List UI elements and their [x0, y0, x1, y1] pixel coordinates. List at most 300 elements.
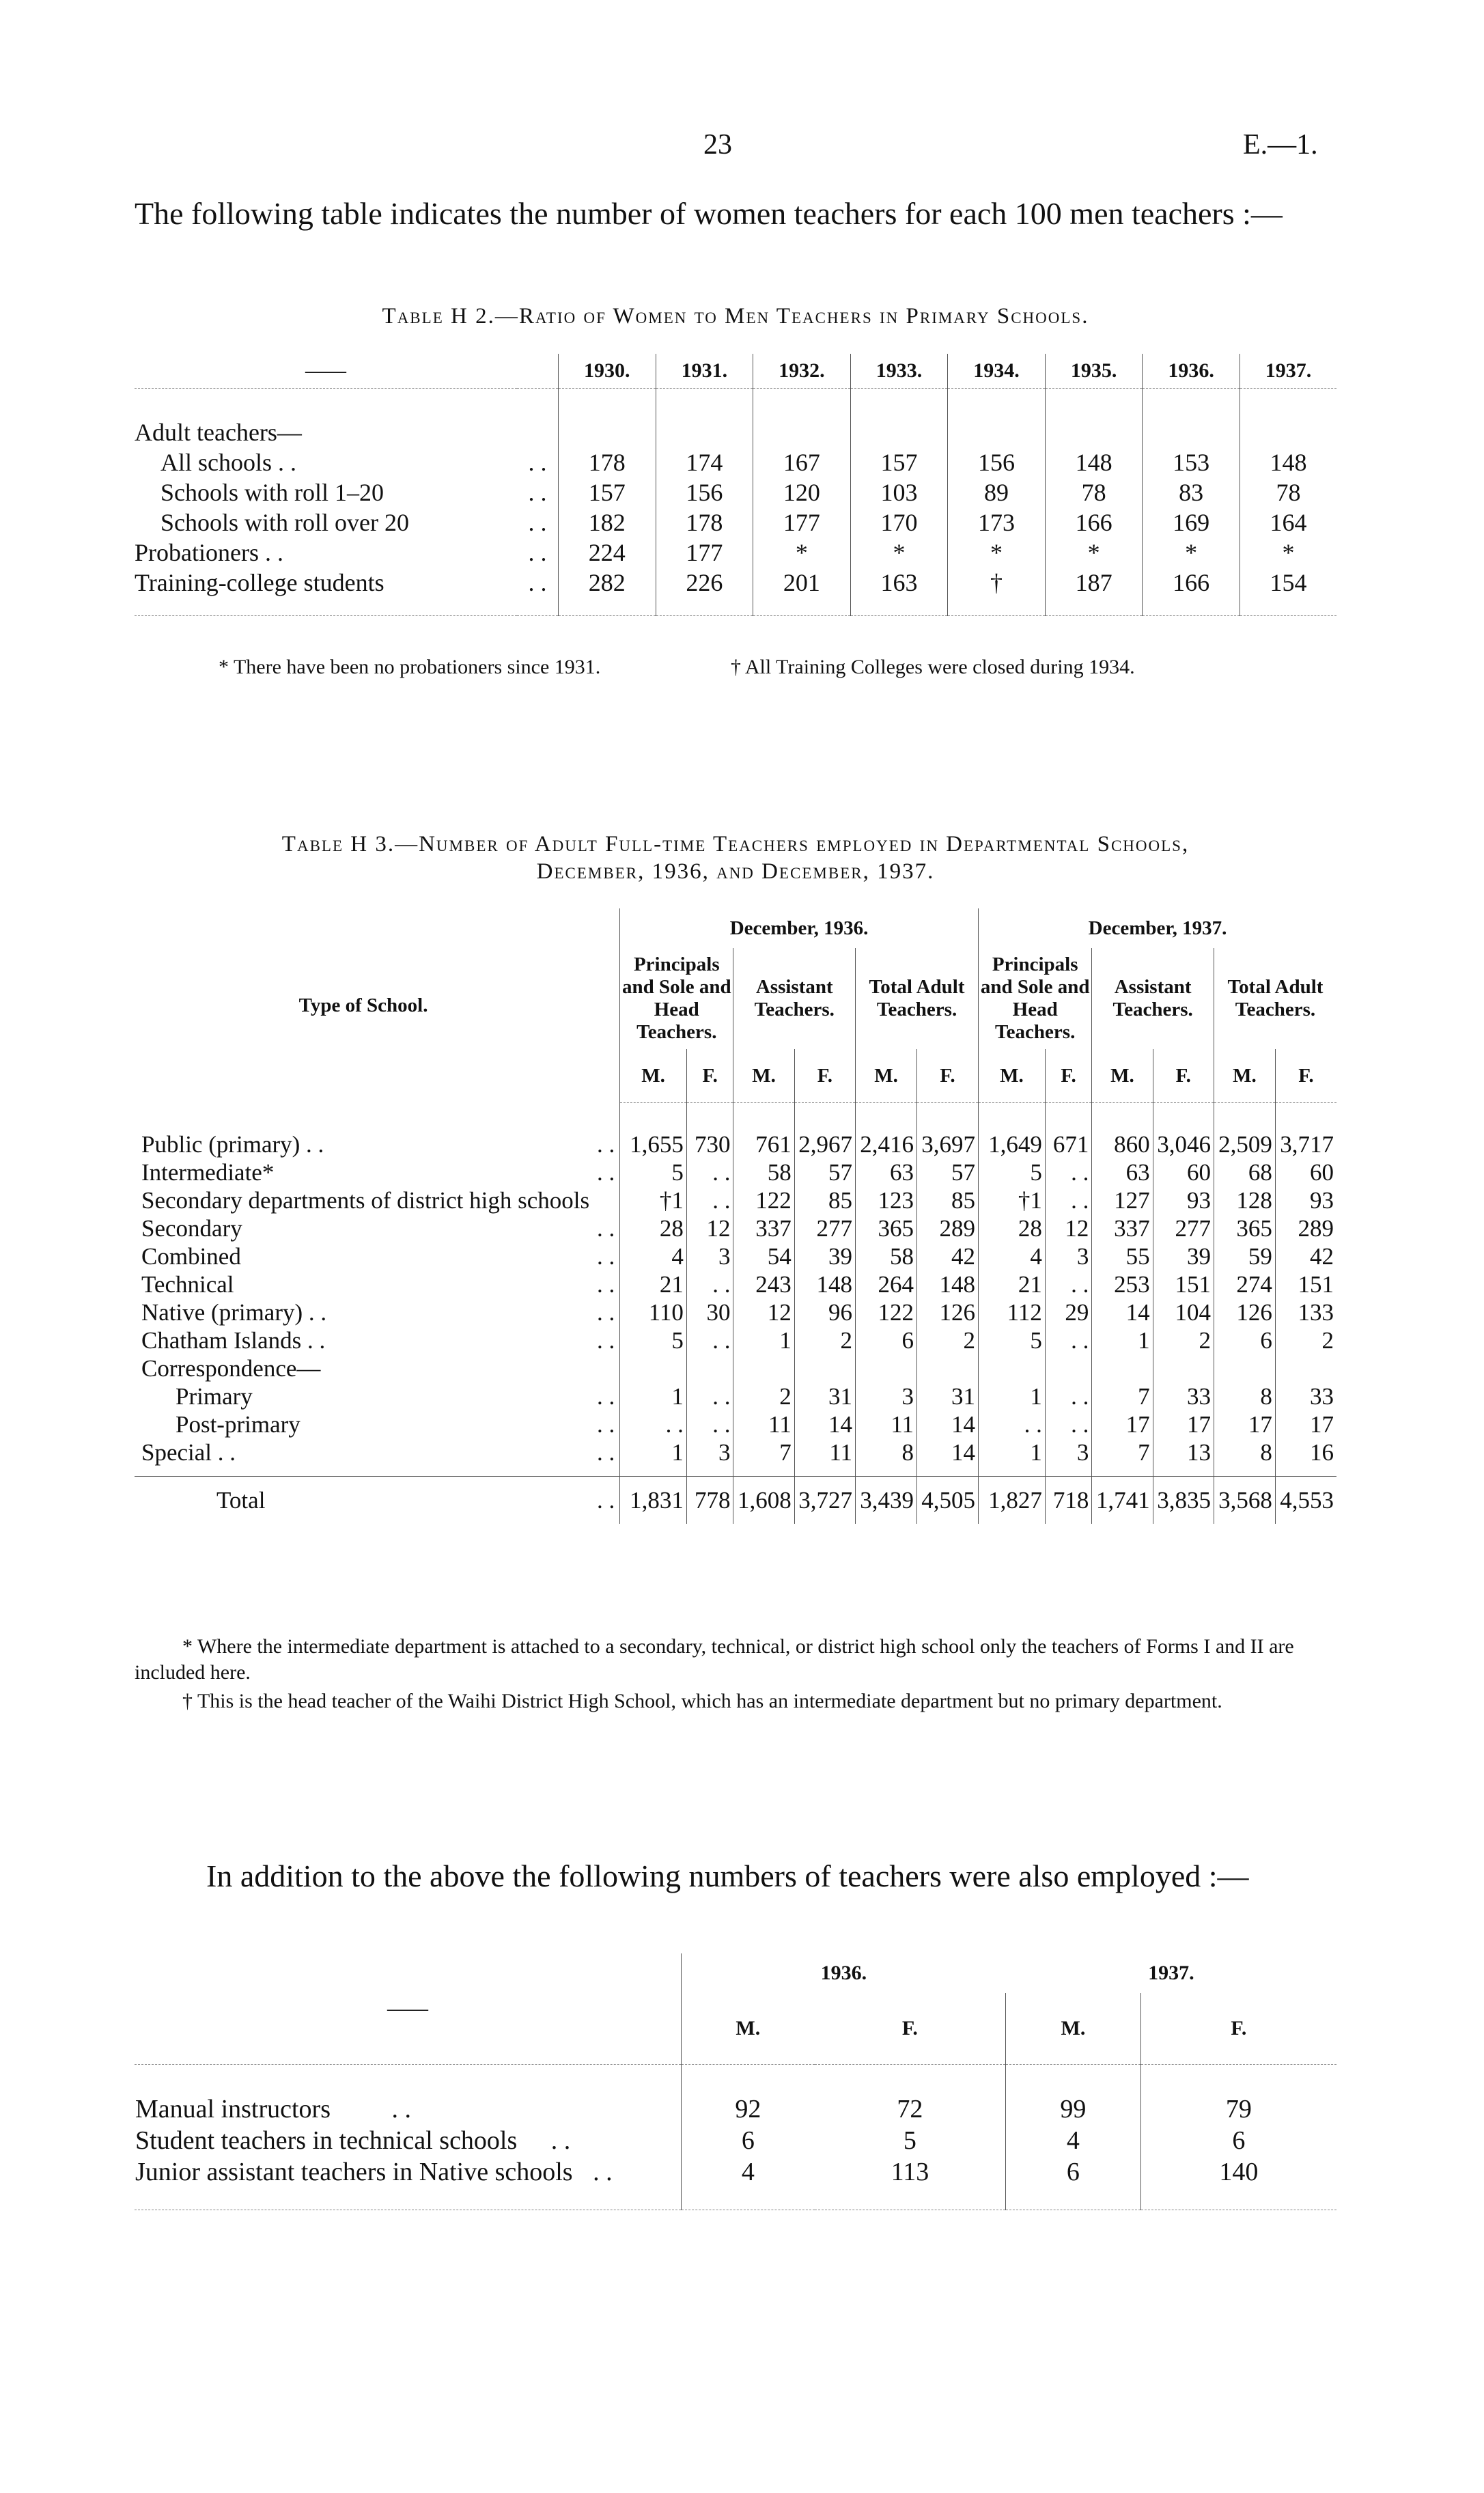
assistant-header: Assistant Teachers.: [733, 948, 856, 1049]
page-number: 23: [703, 129, 732, 161]
table-row: Training-college students . . 282 226 201 163 † 187 166 154: [135, 568, 1336, 598]
cell: 113: [891, 2158, 929, 2186]
cell: 89: [948, 477, 1046, 507]
cell: 99: [1006, 2093, 1141, 2125]
cell: 148: [1240, 447, 1336, 477]
cell: 68: [1214, 1158, 1275, 1186]
cell: 63: [856, 1158, 917, 1186]
year-header: 1934.: [948, 354, 1046, 389]
cell: 282: [559, 568, 656, 598]
table-row: [135, 2093, 1336, 2125]
cell: 1: [979, 1382, 1046, 1410]
cell: 5: [979, 1158, 1046, 1186]
cell: 201: [753, 568, 851, 598]
cell: 6: [1006, 2156, 1141, 2188]
cell: *: [850, 538, 948, 568]
cell: 365: [856, 1214, 917, 1242]
cell: 54: [733, 1242, 794, 1270]
m-header: M.: [1214, 1049, 1275, 1103]
row-label: Junior assistant teachers in Native schools . .: [135, 2158, 613, 2186]
cell: 112: [979, 1298, 1046, 1326]
cell: 1,608: [733, 1476, 794, 1524]
cell: 122: [856, 1298, 917, 1326]
principals-header: Principals and Sole and Head Teachers.: [620, 948, 733, 1049]
cell: 120: [753, 477, 851, 507]
cell: 3,568: [1214, 1476, 1275, 1524]
table-h2: [135, 354, 1336, 616]
table-row: Public (primary) . . . . 1,655 730 761 2,967 2,416 3,697 1,649 671 860 3,046 2,509 3,717: [135, 1130, 1336, 1158]
table-row: Combined . . 4 3 54 39 58 42 4 3 55 39 59 42: [135, 1242, 1336, 1270]
cell: 1: [1092, 1326, 1153, 1354]
cell: [686, 1354, 733, 1382]
year-header: 1936.: [682, 1953, 1006, 1993]
cell: 57: [794, 1158, 855, 1186]
cell: 33: [1275, 1382, 1336, 1410]
total-adult-header: Total Adult Teachers.: [856, 948, 979, 1049]
row-label: All schools . .: [160, 449, 297, 476]
cell: 12: [686, 1214, 733, 1242]
cell: 151: [1275, 1270, 1336, 1298]
cell: 57: [917, 1158, 979, 1186]
principals-header: Principals and Sole and Head Teachers.: [979, 948, 1092, 1049]
cell: 178: [559, 447, 656, 477]
year-header: 1937.: [1148, 1962, 1194, 1984]
m-header: M.: [856, 1049, 917, 1103]
cell: 224: [559, 538, 656, 568]
row-label: Secondary departments of district high schools: [141, 1186, 590, 1214]
cell: 761: [733, 1130, 794, 1158]
cell: [1214, 1354, 1275, 1382]
cell: †1: [620, 1186, 687, 1214]
cell: 92: [682, 2093, 815, 2125]
cell: [733, 1354, 794, 1382]
cell: 93: [1275, 1186, 1336, 1214]
table-row: Technical . . 21 . . 243 148 264 148 21 . . 253 151 274 151: [135, 1270, 1336, 1298]
cell: 1,827: [979, 1476, 1046, 1524]
cell: 133: [1275, 1298, 1336, 1326]
cell: 1: [620, 1438, 687, 1466]
period-1937-header: December, 1937.: [979, 908, 1336, 948]
cell: 1: [733, 1326, 794, 1354]
row-label: Combined: [141, 1242, 241, 1270]
cell: 126: [1214, 1298, 1275, 1326]
cell: 4,505: [917, 1476, 979, 1524]
f-header: F.: [1045, 1049, 1092, 1103]
cell: 4: [682, 2156, 815, 2188]
cell: 78: [1240, 477, 1336, 507]
cell: 30: [686, 1298, 733, 1326]
cell: [917, 1354, 979, 1382]
h2-footnote-2: † All Training Colleges were closed during 1934.: [731, 656, 1135, 678]
table-row: Total . . 1,831 778 1,608 3,727 3,439 4,505 1,827 718 1,741 3,835 3,568 4,553: [135, 1476, 1336, 1524]
cell: 2: [1275, 1326, 1336, 1354]
cell: 6: [856, 1326, 917, 1354]
cell: 29: [1045, 1298, 1092, 1326]
row-label: Schools with roll over 20: [160, 509, 409, 536]
cell: 16: [1275, 1438, 1336, 1466]
cell: †: [948, 568, 1046, 598]
cell: 123: [856, 1186, 917, 1214]
cell: 1: [620, 1382, 687, 1410]
f-header: F.: [1275, 1049, 1336, 1103]
cell: . .: [686, 1270, 733, 1298]
table-row: Chatham Islands . . . . 5 . . 1 2 6 2 5 . . 1 2 6 2: [135, 1326, 1336, 1354]
cell: 4: [1006, 2125, 1141, 2156]
table-row: Intermediate* . . 5 . . 58 57 63 57 5 . . 63 60 68 60: [135, 1158, 1336, 1186]
row-label: Training-college students: [135, 569, 384, 596]
cell: 2,416: [856, 1130, 917, 1158]
period-1936-header: December, 1936.: [620, 908, 979, 948]
year-header: 1933.: [850, 354, 948, 389]
m-header: M.: [1092, 1049, 1153, 1103]
cell: 8: [1214, 1438, 1275, 1466]
cell: 2,967: [794, 1130, 855, 1158]
cell: 39: [1153, 1242, 1214, 1270]
cell: 253: [1092, 1270, 1153, 1298]
cell: 3,727: [794, 1476, 855, 1524]
addition-stub: ——: [387, 1997, 428, 2020]
cell: [979, 1354, 1046, 1382]
cell: 170: [850, 507, 948, 538]
year-header: 1931.: [656, 354, 753, 389]
cell: 63: [1092, 1158, 1153, 1186]
cell: 243: [733, 1270, 794, 1298]
cell: . .: [686, 1326, 733, 1354]
cell: 60: [1275, 1158, 1336, 1186]
cell: 148: [794, 1270, 855, 1298]
cell: 58: [733, 1158, 794, 1186]
cell: 860: [1092, 1130, 1153, 1158]
cell: 39: [794, 1242, 855, 1270]
cell: 13: [1153, 1438, 1214, 1466]
cell: 2,509: [1214, 1130, 1275, 1158]
f-header: F.: [1153, 1049, 1214, 1103]
cell: 140: [1140, 2156, 1336, 2188]
m-header: M.: [1006, 1993, 1141, 2065]
table-h2-stub: ——: [135, 354, 517, 389]
cell: 151: [1153, 1270, 1214, 1298]
cell: 28: [979, 1214, 1046, 1242]
cell: 21: [979, 1270, 1046, 1298]
cell: 17: [1153, 1410, 1214, 1438]
cell: 163: [850, 568, 948, 598]
cell: . .: [1045, 1410, 1092, 1438]
cell: 14: [917, 1410, 979, 1438]
cell: 59: [1214, 1242, 1275, 1270]
cell: 72: [897, 2095, 923, 2123]
group-label: Adult teachers—: [135, 419, 302, 446]
table-row: Special . . . . 1 3 7 11 8 14 1 3 7 13 8 16: [135, 1438, 1336, 1466]
cell: 11: [856, 1410, 917, 1438]
cell: 154: [1240, 568, 1336, 598]
cell: 60: [1153, 1158, 1214, 1186]
cell: *: [1143, 538, 1240, 568]
cell: 21: [620, 1270, 687, 1298]
table-row: Schools with roll 1–20 . . 157 156 120 103 89 78 83 78: [135, 477, 1336, 507]
cell: . .: [620, 1410, 687, 1438]
cell: 182: [559, 507, 656, 538]
cell: 122: [733, 1186, 794, 1214]
cell: 3: [856, 1382, 917, 1410]
cell: 1: [979, 1438, 1046, 1466]
cell: †1: [979, 1186, 1046, 1214]
cell: 14: [1092, 1298, 1153, 1326]
row-label: Correspondence—: [141, 1354, 321, 1382]
cell: 730: [686, 1130, 733, 1158]
cell: 104: [1153, 1298, 1214, 1326]
cell: 164: [1240, 507, 1336, 538]
cell: 96: [794, 1298, 855, 1326]
cell: 289: [917, 1214, 979, 1242]
table-row: Native (primary) . . . . 110 30 12 96 122 126 112 29 14 104 126 133: [135, 1298, 1336, 1326]
cell: 178: [656, 507, 753, 538]
cell: 156: [948, 447, 1046, 477]
cell: 153: [1143, 447, 1240, 477]
cell: 58: [856, 1242, 917, 1270]
cell: 157: [559, 477, 656, 507]
table-h3: [135, 908, 1336, 1524]
cell: 2: [1153, 1326, 1214, 1354]
table-additional-teachers: [135, 1953, 1336, 2210]
cell: *: [753, 538, 851, 568]
cell: 85: [794, 1186, 855, 1214]
total-adult-header: Total Adult Teachers.: [1214, 948, 1336, 1049]
h3-footnote-2: † This is the head teacher of the Waihi District High School, which has an intermediate department but no primary department.: [182, 1690, 1222, 1712]
row-label: Native (primary) . .: [141, 1298, 327, 1326]
table-row: [135, 417, 1336, 447]
row-label: Special . .: [141, 1438, 236, 1466]
year-header: 1932.: [753, 354, 851, 389]
table-h2-header-row: [135, 354, 1336, 389]
cell: 85: [917, 1186, 979, 1214]
cell: 226: [656, 568, 753, 598]
document-code: E.—1.: [1243, 129, 1318, 161]
cell: 42: [1275, 1242, 1336, 1270]
cell: 2: [917, 1326, 979, 1354]
cell: *: [1240, 538, 1336, 568]
cell: 3,439: [856, 1476, 917, 1524]
year-header: 1930.: [559, 354, 656, 389]
cell: . .: [686, 1410, 733, 1438]
cell: 277: [1153, 1214, 1214, 1242]
cell: 778: [686, 1476, 733, 1524]
cell: 17: [1092, 1410, 1153, 1438]
row-label: Intermediate*: [141, 1158, 275, 1186]
cell: [856, 1354, 917, 1382]
table-row: All schools . . . . 178 174 167 157 156 148 153 148: [135, 447, 1336, 477]
cell: 156: [656, 477, 753, 507]
cell: 337: [1092, 1214, 1153, 1242]
cell: 79: [1140, 2093, 1336, 2125]
cell: 5: [620, 1158, 687, 1186]
cell: 3,697: [917, 1130, 979, 1158]
cell: . .: [686, 1186, 733, 1214]
cell: 166: [1045, 507, 1143, 538]
cell: 1,649: [979, 1130, 1046, 1158]
cell: 3: [1045, 1438, 1092, 1466]
cell: 3: [686, 1438, 733, 1466]
table-row: [135, 1186, 1336, 1214]
table-h3-caption-1: Table H 3.—Number of Adult Full-time Teachers employed in Departmental Schools,: [281, 832, 1190, 856]
cell: 3,835: [1153, 1476, 1214, 1524]
h2-footnote-1: * There have been no probationers since 1931.: [219, 656, 601, 678]
cell: 167: [753, 447, 851, 477]
table-row: Probationers . . . . 224 177 * * * * * *: [135, 538, 1336, 568]
cell: . .: [1045, 1158, 1092, 1186]
f-header: F.: [1140, 1993, 1336, 2065]
cell: 126: [917, 1298, 979, 1326]
cell: 55: [1092, 1242, 1153, 1270]
cell: [1045, 1354, 1092, 1382]
f-header: F.: [901, 2017, 918, 2039]
cell: 174: [656, 447, 753, 477]
row-label: Technical: [141, 1270, 234, 1298]
cell: 12: [733, 1298, 794, 1326]
cell: 718: [1045, 1476, 1092, 1524]
cell: 11: [794, 1438, 855, 1466]
cell: *: [948, 538, 1046, 568]
cell: 14: [917, 1438, 979, 1466]
cell: [1092, 1354, 1153, 1382]
cell: 128: [1214, 1186, 1275, 1214]
cell: 28: [620, 1214, 687, 1242]
cell: 4: [620, 1242, 687, 1270]
m-header: M.: [733, 1049, 794, 1103]
cell: . .: [686, 1158, 733, 1186]
cell: 4: [979, 1242, 1046, 1270]
row-label: Chatham Islands . .: [141, 1326, 326, 1354]
table-row: [135, 1354, 1336, 1382]
table-row: Post-primary . . . . . . 11 14 11 14 . . . . 17 17 17 17: [135, 1410, 1336, 1438]
type-of-school-header: Type of School.: [298, 994, 428, 1016]
cell: 78: [1045, 477, 1143, 507]
f-header: F.: [794, 1049, 855, 1103]
cell: 173: [948, 507, 1046, 538]
cell: 177: [656, 538, 753, 568]
cell: [620, 1354, 687, 1382]
row-label: Primary: [176, 1382, 253, 1410]
f-header: F.: [917, 1049, 979, 1103]
table-row: [135, 2156, 1336, 2188]
cell: 5: [903, 2126, 916, 2155]
cell: 12: [1045, 1214, 1092, 1242]
row-label: Public (primary) . .: [141, 1130, 324, 1158]
year-header: 1935.: [1045, 354, 1143, 389]
cell: 31: [917, 1382, 979, 1410]
cell: . .: [1045, 1186, 1092, 1214]
cell: 148: [917, 1270, 979, 1298]
cell: 148: [1045, 447, 1143, 477]
table-row: Secondary . . 28 12 337 277 365 289 28 12 337 277 365 289: [135, 1214, 1336, 1242]
cell: 671: [1045, 1130, 1092, 1158]
cell: 157: [850, 447, 948, 477]
cell: 289: [1275, 1214, 1336, 1242]
intro-text: The following table indicates the number of women teachers for each 100 men teachers :—: [135, 196, 1283, 231]
cell: 6: [1140, 2125, 1336, 2156]
cell: 17: [1275, 1410, 1336, 1438]
cell: 17: [1214, 1410, 1275, 1438]
cell: 7: [1092, 1438, 1153, 1466]
cell: 7: [733, 1438, 794, 1466]
cell: 2: [733, 1382, 794, 1410]
cell: . .: [686, 1382, 733, 1410]
cell: 3: [1045, 1242, 1092, 1270]
cell: 127: [1092, 1186, 1153, 1214]
cell: 93: [1153, 1186, 1214, 1214]
m-header: M.: [620, 1049, 687, 1103]
cell: 5: [979, 1326, 1046, 1354]
table-h3-caption-2: December, 1936, and December, 1937.: [536, 859, 935, 884]
cell: 42: [917, 1242, 979, 1270]
cell: 3,717: [1275, 1130, 1336, 1158]
cell: [1275, 1354, 1336, 1382]
addition-text: In addition to the above the following numbers of teachers were also employed :—: [206, 1858, 1249, 1893]
cell: 31: [794, 1382, 855, 1410]
cell: . .: [979, 1410, 1046, 1438]
cell: 1,741: [1092, 1476, 1153, 1524]
table-row: Primary . . 1 . . 2 31 3 31 1 . . 7 33 8 33: [135, 1382, 1336, 1410]
cell: 5: [620, 1326, 687, 1354]
cell: 274: [1214, 1270, 1275, 1298]
row-label: Secondary: [141, 1214, 242, 1242]
cell: . .: [1045, 1326, 1092, 1354]
cell: [794, 1354, 855, 1382]
row-label: Post-primary: [176, 1410, 300, 1438]
cell: [1153, 1354, 1214, 1382]
cell: 3,046: [1153, 1130, 1214, 1158]
cell: . .: [1045, 1382, 1092, 1410]
cell: 14: [794, 1410, 855, 1438]
cell: 11: [733, 1410, 794, 1438]
table-h2-caption: Table H 2.—Ratio of Women to Men Teachers in Primary Schools.: [382, 304, 1089, 329]
cell: 169: [1143, 507, 1240, 538]
year-header: 1937.: [1240, 354, 1336, 389]
f-header: F.: [686, 1049, 733, 1103]
row-label: Schools with roll 1–20: [160, 479, 384, 506]
cell: 4,553: [1275, 1476, 1336, 1524]
cell: 1,655: [620, 1130, 687, 1158]
cell: 177: [753, 507, 851, 538]
cell: 8: [1214, 1382, 1275, 1410]
year-header: 1936.: [1143, 354, 1240, 389]
cell: 103: [850, 477, 948, 507]
cell: 110: [620, 1298, 687, 1326]
h3-footnote-1: * Where the intermediate department is attached to a secondary, technical, or district high school only the teachers of Forms I and II are included here.: [135, 1635, 1294, 1684]
cell: 6: [682, 2125, 815, 2156]
row-label: Student teachers in technical schools . .: [135, 2126, 571, 2155]
cell: 8: [856, 1438, 917, 1466]
cell: *: [1045, 538, 1143, 568]
cell: 6: [1214, 1326, 1275, 1354]
cell: 187: [1045, 568, 1143, 598]
cell: 166: [1143, 568, 1240, 598]
table-row: Schools with roll over 20 . . 182 178 177 170 173 166 169 164: [135, 507, 1336, 538]
table-row: [135, 2125, 1336, 2156]
cell: 83: [1143, 477, 1240, 507]
m-header: M.: [979, 1049, 1046, 1103]
row-label: Probationers . .: [135, 539, 283, 566]
row-label: Total: [135, 1476, 592, 1524]
cell: 33: [1153, 1382, 1214, 1410]
cell: . .: [1045, 1270, 1092, 1298]
cell: 365: [1214, 1214, 1275, 1242]
cell: 7: [1092, 1382, 1153, 1410]
cell: 3: [686, 1242, 733, 1270]
row-label: Manual instructors . .: [135, 2095, 412, 2123]
cell: 264: [856, 1270, 917, 1298]
cell: 1,831: [620, 1476, 687, 1524]
m-header: M.: [682, 1993, 815, 2065]
